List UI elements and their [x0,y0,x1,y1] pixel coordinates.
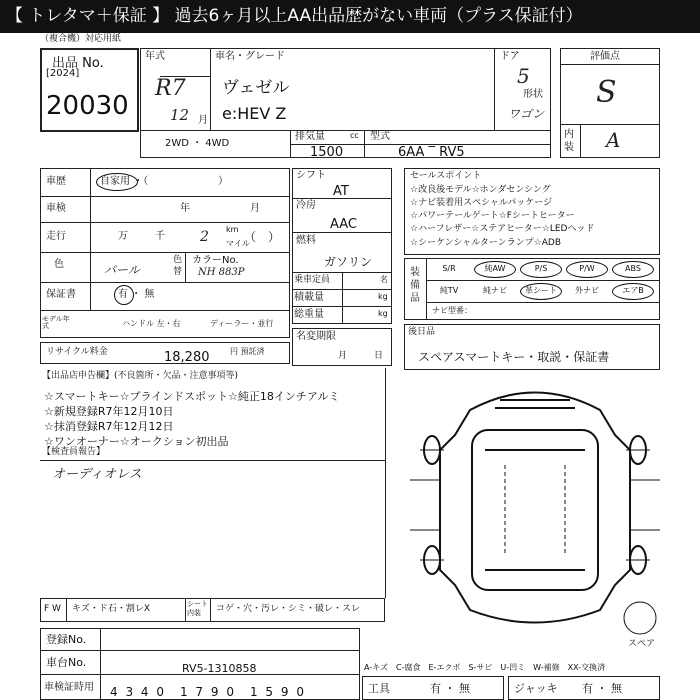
header-banner [0,0,700,33]
weight-unit: kg [378,309,388,318]
mileage-note: 2 [200,229,209,245]
inspection-year-unit: 年 [180,203,190,214]
form-note: （複合機）対応用紙 [40,34,122,44]
sales-item: ☆改良後モデル☆ホンダセンシング [410,185,551,195]
equip-navi: 純ナビ [483,286,507,295]
dealer-label: ディーラー・並行 [210,319,274,328]
lot-label: 出品 No. [52,56,104,71]
sales-item: ☆ハーフレザー☆ステアヒーター☆LEDヘッド [410,224,595,234]
mileage-sen: 千 [155,231,165,242]
declaration-line: ☆ワンオーナー☆オークション初出品 [44,435,229,448]
jack-label: ジャッキ [514,682,558,695]
equip-ps: P/S [534,264,548,273]
jack-value: 有 ・ 無 [582,682,622,695]
shift-label: シフト [296,170,326,181]
shift-value: AT [333,184,349,199]
spare-label: スペア [628,639,656,649]
warranty-value: 有 ・ 無 [118,289,155,300]
inspector-label: 【検査員報告】 [42,447,106,457]
load-unit: kg [378,292,388,301]
inspector-note: オーディオレス [52,467,142,482]
handle-label: ハンドル 左・右 [122,319,181,328]
year-month: 12 [170,106,190,124]
fw-text: キズ・ト゚石・割レX [72,604,150,614]
warranty-circle [114,285,134,305]
sales-label: セールスポイント [410,171,482,181]
equip-abs: ABS [625,264,641,273]
drive-type: 2WD ・ 4WD [165,138,230,149]
equip-alloy: 純AW [484,264,506,273]
navi-model-label: ナビ型番： [432,306,472,315]
name-label: 車名・グレード [215,51,285,62]
notes-label: 後日品 [408,327,436,337]
sales-item: ☆ナビ装着用スペシャルパッケージ [410,198,553,208]
codes-legend: A-キズ C-腐食 E-エクボ S-サビ U-凹ミ W-補修 XX-交換済 [364,663,606,672]
dims-value: 4 3 4 0 1 7 9 0 1 5 9 0 [110,685,306,699]
reki-value: 自家用 ・（ ） [100,176,229,187]
chassis-number: RV5-1310858 [182,662,257,675]
ac-value: AAC [330,217,357,232]
chassis-label: 車台No. [46,656,87,669]
declaration-line: ☆スマートキー☆ブラインドスポット☆純正18インチアルミ [44,390,340,403]
circle-alloy [474,261,516,278]
reg-label: 登録No. [46,633,87,646]
body-label: 形状 [523,89,543,100]
color-no-label: カラーNo. [192,255,239,266]
renew-label: 名変期限 [296,331,336,342]
color-change-label: 色替 [173,255,183,277]
fw-label: F W [44,604,61,614]
interior-score: A [606,128,621,152]
displacement: 1500 [310,145,344,160]
equip-tv: 純TV [439,286,459,295]
notes-text: スペアスマートキー・取説・保証書 [418,350,610,364]
equip-pw: P/W [579,264,595,273]
displacement-unit: cc [350,131,359,140]
color-no: NH 883P [198,267,245,278]
sales-item: ☆パワーテールゲート☆Fシートヒーター [410,211,575,221]
history-box [40,168,290,338]
year-era: R7 [155,76,186,101]
lot-year-tag: [2024] [46,68,80,79]
header-title: 【 トレタマ＋保証 】 過去6ヶ月以上AA出品歴がない車両（プラス保証付） [6,6,583,26]
circle-ps [520,261,562,278]
circle-abs [612,261,654,278]
dim-label: 車検証時用 [44,682,94,693]
model-label: 型式 [370,131,390,142]
displacement-label: 排気量 [295,131,325,142]
recycle-label: リサイクル料金 [46,347,108,357]
rating-score: S [596,75,617,110]
capacity-unit: 名 [380,275,388,284]
interior-label: 内装 [564,129,574,153]
fuel-value: ガソリン [324,255,373,269]
recycle-value: 18,280 [164,350,210,365]
equip-ext-navi: 外ナビ [575,286,599,295]
color-value: パール [104,263,140,277]
equip-leather: 革シート [525,286,557,295]
equipment-label: 装備品 [410,267,420,304]
tools-value: 有 ・ 無 [430,682,470,695]
equip-airbag: エアB [622,286,644,295]
lot-number: 20030 [46,91,129,121]
car-diagram [400,380,670,640]
recycle-unit: 円 預託済 [230,347,265,356]
inspection-label: 車検 [46,203,66,214]
circle-leather [520,283,562,300]
mileage-paren: （ ） [244,230,281,244]
model-code: 6AA ‾ RV5 [398,145,465,160]
circle-airbag [612,283,654,300]
weight-label: 総重量 [294,309,324,320]
mileage-label: 走行 [46,231,66,242]
fuel-label: 燃料 [296,235,316,246]
rating-label: 評価点 [590,51,620,62]
declaration-label: 【出品店申告欄】(不良箇所・欠品・注意事項等) [42,371,239,381]
capacity-label: 乗車定員 [294,275,331,285]
warranty-label: 保証書 [46,289,76,300]
tools-label: 工具 [368,682,390,695]
color-label: 色 [54,259,64,270]
reki-label: 車歴 [46,176,66,187]
car-grade: e:HEV Z [222,104,287,123]
reki-circle [96,173,138,191]
renew-unit: 月 日 [338,351,384,361]
door-label: ドア [500,51,520,62]
sales-item: ☆シーケンシャルターンランプ☆ADB [410,238,562,248]
mileage-km: km [226,225,239,234]
inspection-month-unit: 月 [250,203,260,214]
seat-text: コゲ・穴・汚レ・シミ・破レ・スレ [216,604,361,614]
seat-label: シート内装 [187,600,208,617]
circle-pw [566,261,608,278]
declaration-line: ☆抹消登録R7年12月12日 [44,420,174,433]
declaration-line: ☆新規登録R7年12月10日 [44,405,174,418]
door-count: 5 [517,64,530,88]
load-label: 積載量 [294,292,324,303]
mileage-man: 万 [118,231,128,242]
model-mode-label: モデル年式 [42,315,70,330]
mileage-mile: マイル [226,239,250,248]
body-type: ワゴン [508,107,545,121]
month-unit: 月 [198,115,208,126]
car-name: ヴェゼル [222,78,290,98]
year-label: 年式 [145,51,165,62]
ac-label: 冷房 [296,200,316,211]
equip-sr: S/R [442,264,456,273]
